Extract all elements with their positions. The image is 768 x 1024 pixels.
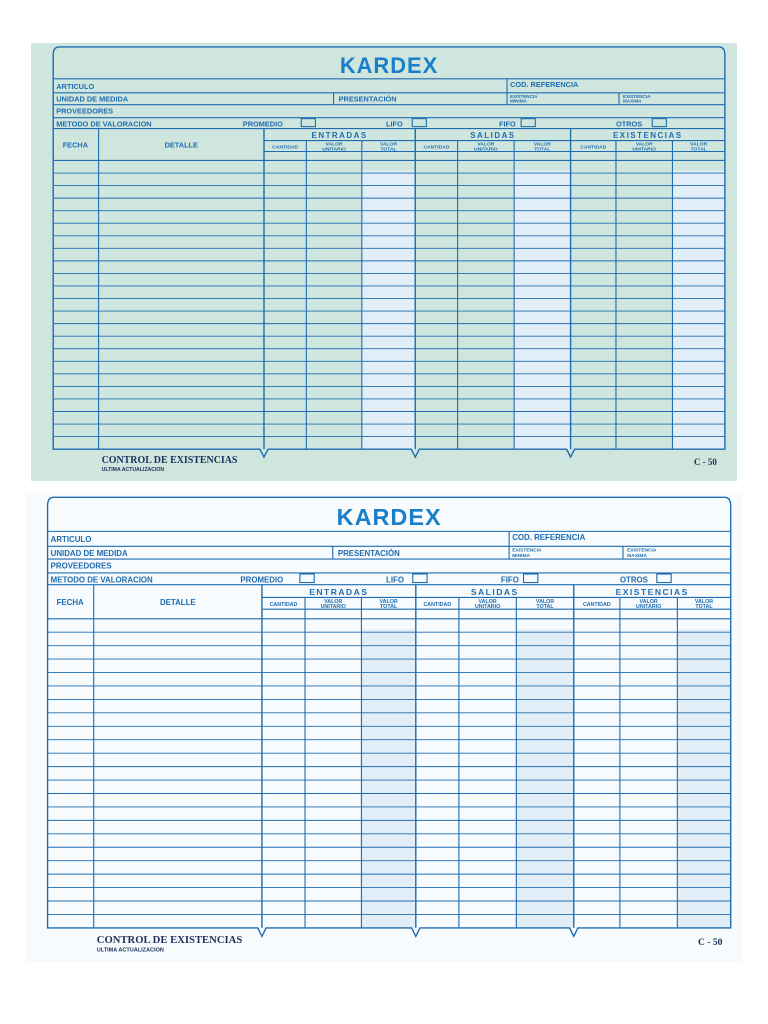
label-presentacion: PRESENTACIÓN <box>337 548 400 558</box>
label-existencia-maxima: EXISTENCIA <box>627 548 657 554</box>
label-unidad-medida: UNIDAD DE MEDIDA <box>50 548 128 558</box>
footer-subtitle: ULTIMA ACTUALIZACION <box>96 947 164 954</box>
sub-valor-total: VALOR <box>379 598 398 605</box>
group-existencias: EXISTENCIAS <box>615 586 689 597</box>
sub-valor-unitario: UNITARIO <box>320 604 346 611</box>
footer-subtitle: ULTIMA ACTUALIZACION <box>101 467 165 474</box>
sub-valor-unitario: UNITARIO <box>322 147 346 153</box>
form-code: C - 50 <box>698 936 723 948</box>
label-unidad-medida: UNIDAD DE MEDIDA <box>56 94 129 104</box>
footer-title: CONTROL DE EXISTENCIAS <box>101 455 238 467</box>
col-detalle: DETALLE <box>159 597 196 607</box>
sub-valor-total: TOTAL <box>380 147 397 153</box>
col-fecha: FECHA <box>56 597 84 607</box>
col-detalle: DETALLE <box>164 140 198 150</box>
kardex-form-svg <box>31 43 737 481</box>
sub-valor-unitario: VALOR <box>477 142 495 148</box>
sub-valor-total: VALOR <box>533 142 551 148</box>
option-promedio: PROMEDIO <box>242 119 283 129</box>
sub-cantidad: CANTIDAD <box>582 601 611 608</box>
sub-valor-unitario: VALOR <box>635 142 653 148</box>
sub-cantidad: CANTIDAD <box>272 145 299 151</box>
sub-cantidad: CANTIDAD <box>423 145 450 151</box>
option-lifo: LIFO <box>386 575 404 585</box>
sub-valor-unitario: UNITARIO <box>632 147 657 153</box>
label-presentacion: PRESENTACIÓN <box>338 94 397 104</box>
sub-valor-total: TOTAL <box>536 604 554 611</box>
label-existencia-minima: EXISTENCIA <box>512 548 542 554</box>
sub-valor-total: TOTAL <box>380 604 398 611</box>
label-articulo: ARTICULO <box>56 81 95 91</box>
label-existencia-maxima: MAXIMA <box>627 553 647 559</box>
sub-valor-unitario: VALOR <box>478 598 497 605</box>
label-metodo-valoracion: METODO DE VALORACION <box>56 119 152 129</box>
sub-valor-unitario: UNITARIO <box>474 604 501 611</box>
sub-valor-total: VALOR <box>690 142 708 148</box>
option-promedio: PROMEDIO <box>240 575 284 585</box>
col-fecha: FECHA <box>62 140 89 150</box>
sub-valor-total: TOTAL <box>690 147 707 153</box>
label-cod-referencia: COD. REFERENCIA <box>510 79 579 89</box>
kardex-form-photo-top <box>31 43 737 481</box>
label-existencia-minima: EXISTENCIA <box>510 93 538 99</box>
label-existencia-maxima: EXISTENCIA <box>623 93 651 99</box>
sub-valor-unitario: VALOR <box>324 598 343 605</box>
form-title: KARDEX <box>336 503 442 530</box>
sub-valor-unitario: VALOR <box>325 142 343 148</box>
label-proveedores: PROVEEDORES <box>50 561 112 571</box>
label-articulo: ARTICULO <box>50 535 92 545</box>
option-otros: OTROS <box>615 119 643 129</box>
sub-valor-unitario: VALOR <box>639 598 658 605</box>
sub-valor-total: VALOR <box>694 598 714 605</box>
group-entradas: ENTRADAS <box>311 131 368 141</box>
option-fifo: FIFO <box>500 575 519 585</box>
sub-valor-total: TOTAL <box>534 147 551 153</box>
group-entradas: ENTRADAS <box>309 586 369 597</box>
group-salidas: SALIDAS <box>470 131 516 141</box>
sub-cantidad: CANTIDAD <box>423 601 452 608</box>
label-metodo-valoracion: METODO DE VALORACION <box>50 575 153 585</box>
sub-valor-unitario: UNITARIO <box>474 147 498 153</box>
shaded-column <box>361 629 415 927</box>
label-existencia-maxima: MAXIMA <box>623 98 642 104</box>
kardex-form-photo-bottom <box>25 493 743 962</box>
form-code: C - 50 <box>693 457 717 468</box>
sub-valor-total: VALOR <box>380 142 398 148</box>
shaded-column <box>516 629 573 927</box>
label-cod-referencia: COD. REFERENCIA <box>512 532 586 542</box>
sub-valor-total: VALOR <box>535 598 555 605</box>
group-existencias: EXISTENCIAS <box>612 131 683 141</box>
footer-title: CONTROL DE EXISTENCIAS <box>96 934 243 946</box>
sub-cantidad: CANTIDAD <box>269 601 298 608</box>
sub-cantidad: CANTIDAD <box>580 145 607 151</box>
label-existencia-minima: MINIMA <box>512 553 531 559</box>
shaded-column <box>362 170 415 449</box>
shaded-column <box>672 170 724 449</box>
shaded-column <box>514 170 570 449</box>
label-existencia-minima: MINIMA <box>510 98 527 104</box>
option-otros: OTROS <box>619 575 648 585</box>
kardex-form-svg <box>25 493 743 962</box>
sub-valor-total: TOTAL <box>695 604 713 611</box>
option-lifo: LIFO <box>386 119 403 129</box>
option-fifo: FIFO <box>498 119 516 129</box>
label-proveedores: PROVEEDORES <box>56 106 114 116</box>
sub-valor-unitario: UNITARIO <box>635 604 662 611</box>
group-salidas: SALIDAS <box>470 586 519 597</box>
form-title: KARDEX <box>339 52 439 78</box>
shaded-column <box>677 629 730 927</box>
